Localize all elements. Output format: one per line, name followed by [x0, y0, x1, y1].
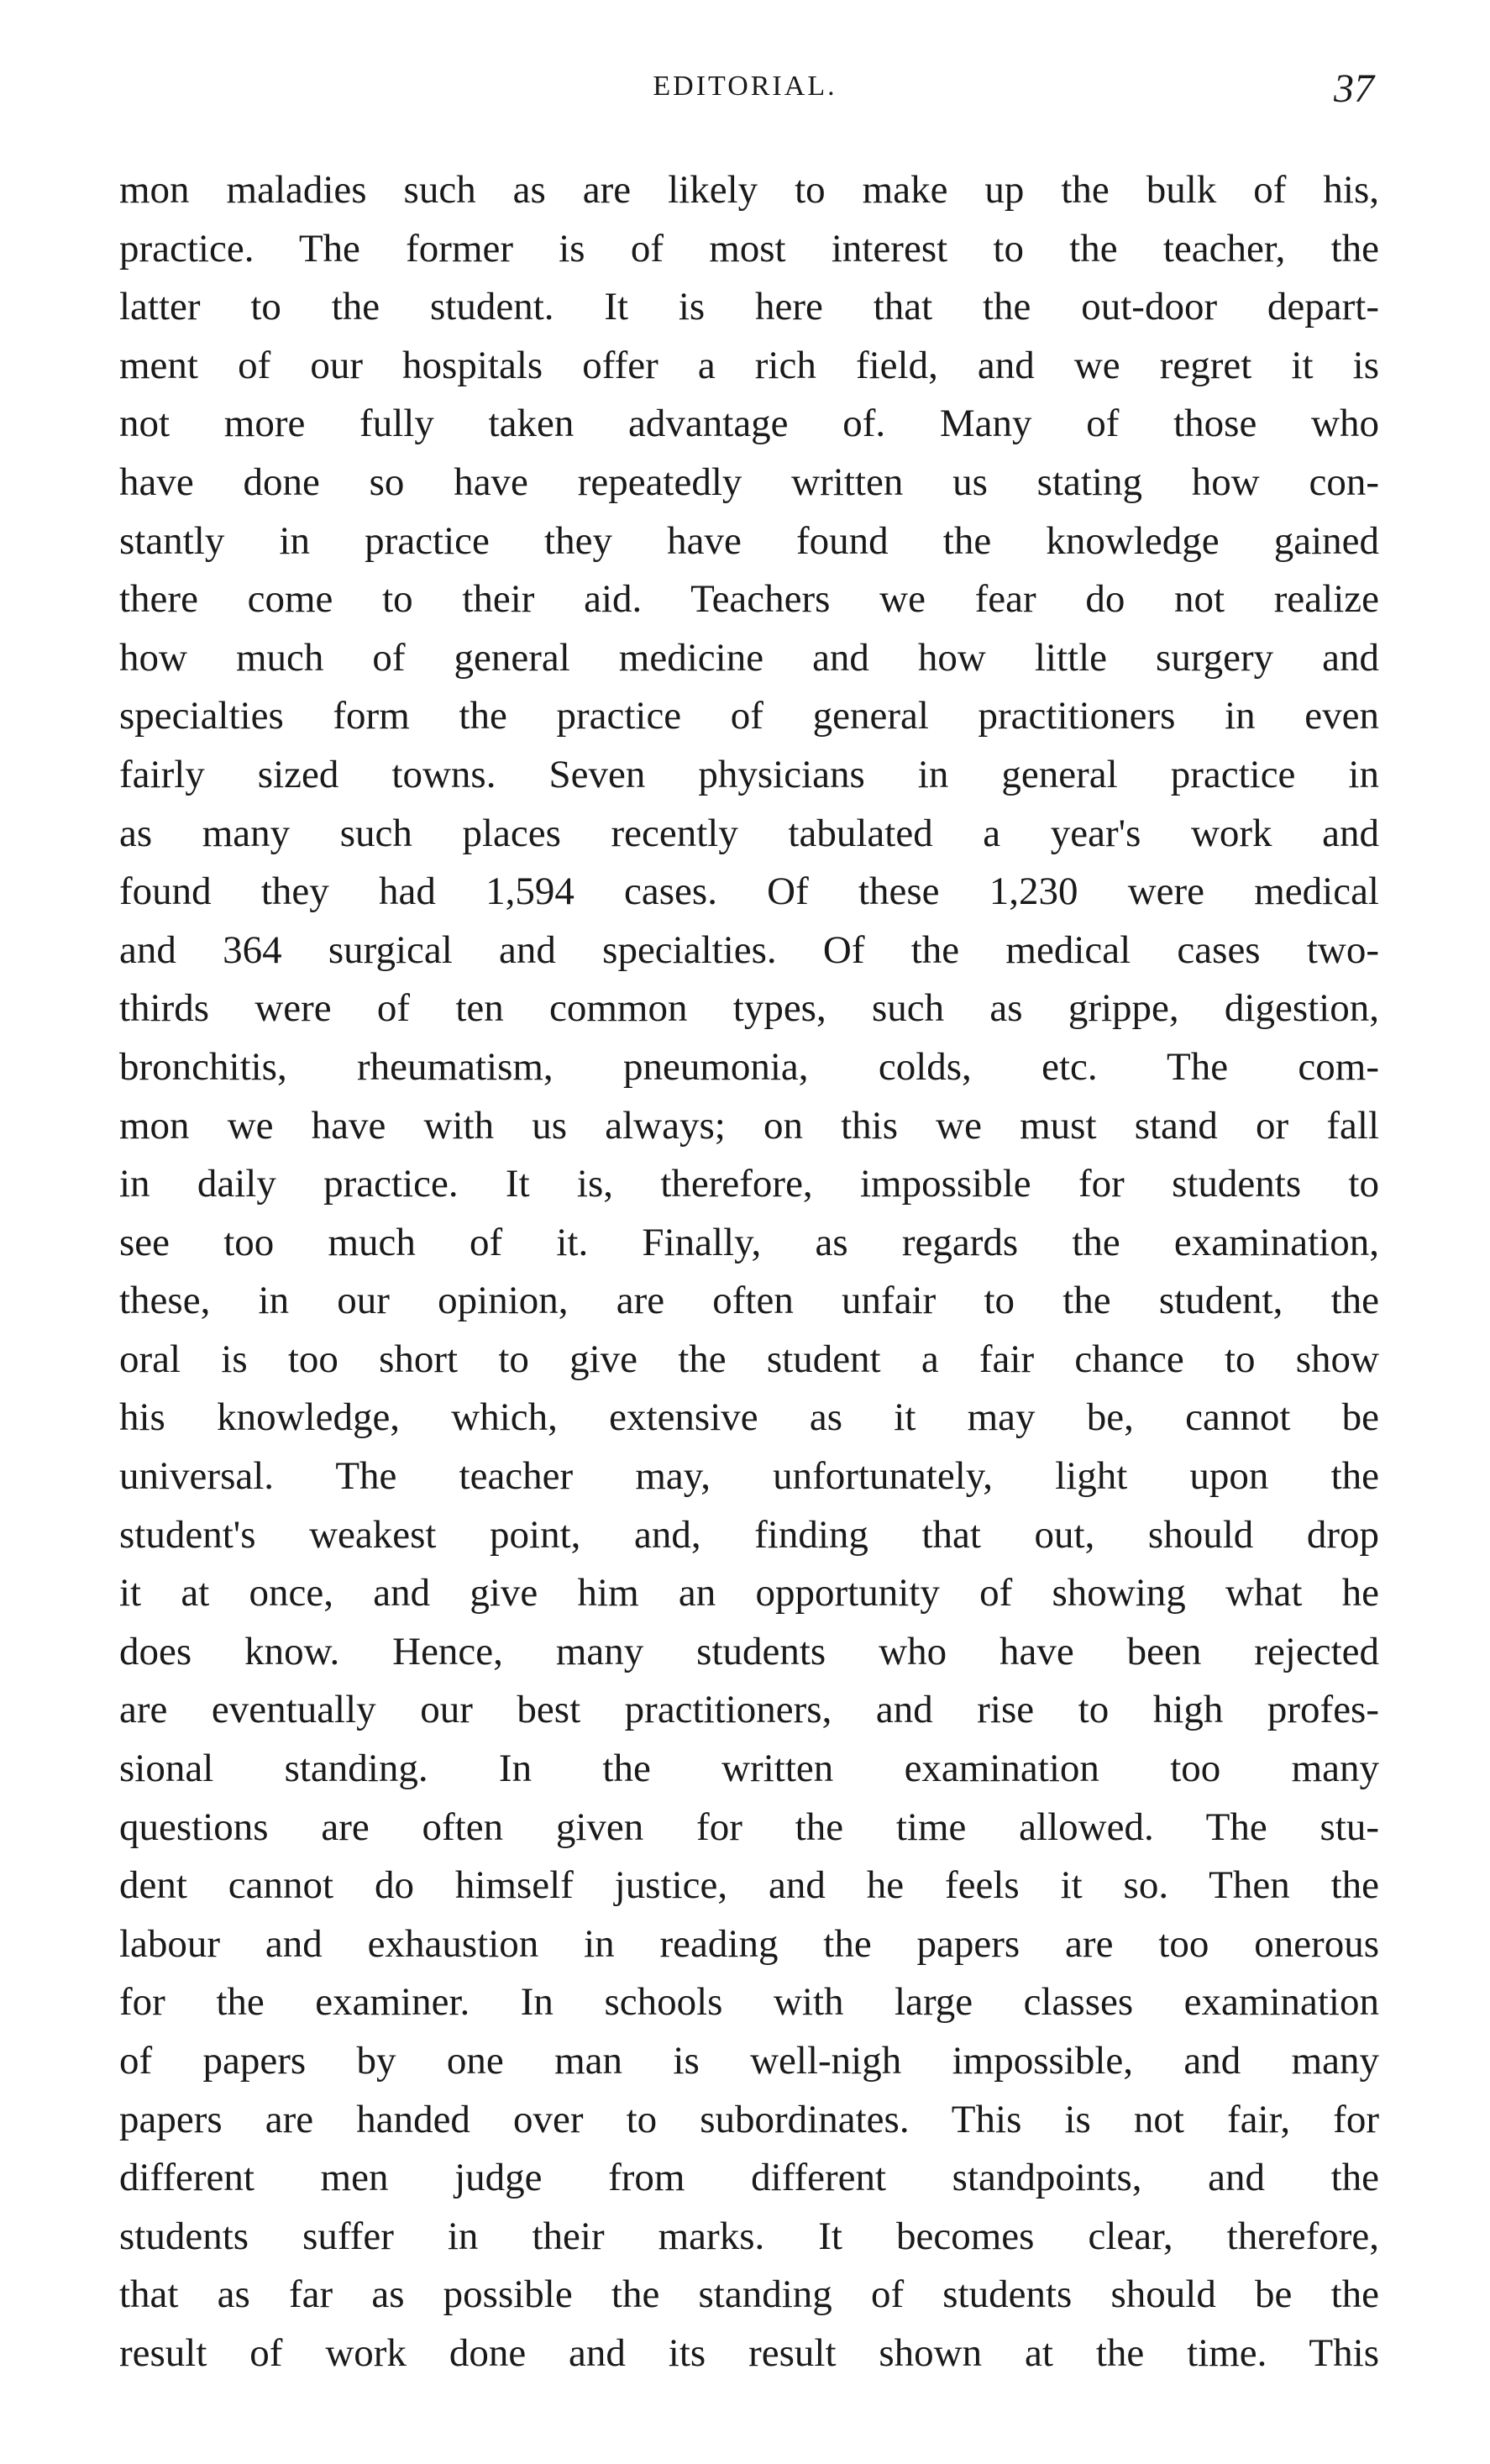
text-line: have done so have repeatedly written us stating how con-: [119, 460, 1379, 504]
text-line: in daily practice. It is, therefore, impossible for students to: [119, 1162, 1379, 1206]
text-line: fairly sized towns. Seven physicians in general practice in: [119, 752, 1379, 796]
text-line: found they had 1,594 cases. Of these 1,230 were medical: [119, 869, 1379, 914]
text-line: it at once, and give him an opportunity of showing what he: [119, 1571, 1379, 1616]
text-line: labour and exhaustion in reading the papers are too onerous: [119, 1921, 1379, 1966]
text-line: that as far as possible the standing of students should be the: [119, 2272, 1379, 2317]
text-line: these, in our opinion, are often unfair to the student, the: [119, 1279, 1379, 1323]
text-line: mon maladies such as are likely to make up the bulk of his,: [119, 168, 1379, 212]
text-line: different men judge from different standpoints, and the: [119, 2156, 1379, 2200]
text-line: universal. The teacher may, unfortunately, light upon the: [119, 1454, 1379, 1499]
text-line: practice. The former is of most interest to the teacher, the: [119, 226, 1379, 271]
text-line: sional standing. In the written examination too many: [119, 1747, 1379, 1791]
running-title: EDITORIAL.: [653, 71, 837, 102]
page-number: 37: [1334, 66, 1374, 111]
text-line: bronchitis, rheumatism, pneumonia, colds, etc. The com-: [119, 1044, 1379, 1089]
text-line: as many such places recently tabulated a year's work and: [119, 811, 1379, 855]
text-line: students suffer in their marks. It becomes clear, therefore,: [119, 2214, 1379, 2258]
text-line: for the examiner. In schools with large classes examination: [119, 1980, 1379, 2025]
text-line: specialties form the practice of general practitioners in even: [119, 694, 1379, 738]
text-line: oral is too short to give the student a fair chance to show: [119, 1337, 1379, 1381]
text-line: mon we have with us always; on this we must stand or fall: [119, 1103, 1379, 1148]
text-line: result of work done and its result shown at the time. This: [119, 2330, 1379, 2375]
text-line: not more fully taken advantage of. Many of those who: [119, 402, 1379, 446]
text-line: are eventually our best practitioners, and rise to high profes-: [119, 1688, 1379, 1732]
text-line: papers are handed over to subordinates. This is not fair, for: [119, 2097, 1379, 2141]
text-line: student's weakest point, and, finding that out, should drop: [119, 1512, 1379, 1557]
body-text: [119, 161, 1379, 2383]
text-line: of papers by one man is well-nigh impossible, and many: [119, 2039, 1379, 2083]
text-line: dent cannot do himself justice, and he feels it so. Then the: [119, 1863, 1379, 1908]
text-line: does know. Hence, many students who have been rejected: [119, 1629, 1379, 1673]
text-line: latter to the student. It is here that the out-door depart-: [119, 285, 1379, 329]
text-line: ment of our hospitals offer a rich field, and we regret it is: [119, 343, 1379, 387]
text-line: how much of general medicine and how little surgery and: [119, 635, 1379, 680]
text-line: questions are often given for the time allowed. The stu-: [119, 1805, 1379, 1849]
text-line: stantly in practice they have found the knowledge gained: [119, 518, 1379, 563]
text-line: his knowledge, which, extensive as it may be, cannot be: [119, 1395, 1379, 1440]
text-line: thirds were of ten common types, such as grippe, digestion,: [119, 986, 1379, 1031]
text-line: there come to their aid. Teachers we fear do not realize: [119, 577, 1379, 622]
text-line: see too much of it. Finally, as regards the examination,: [119, 1220, 1379, 1264]
running-head: [0, 66, 1490, 116]
text-line: and 364 surgical and specialties. Of the medical cases two-: [119, 927, 1379, 972]
